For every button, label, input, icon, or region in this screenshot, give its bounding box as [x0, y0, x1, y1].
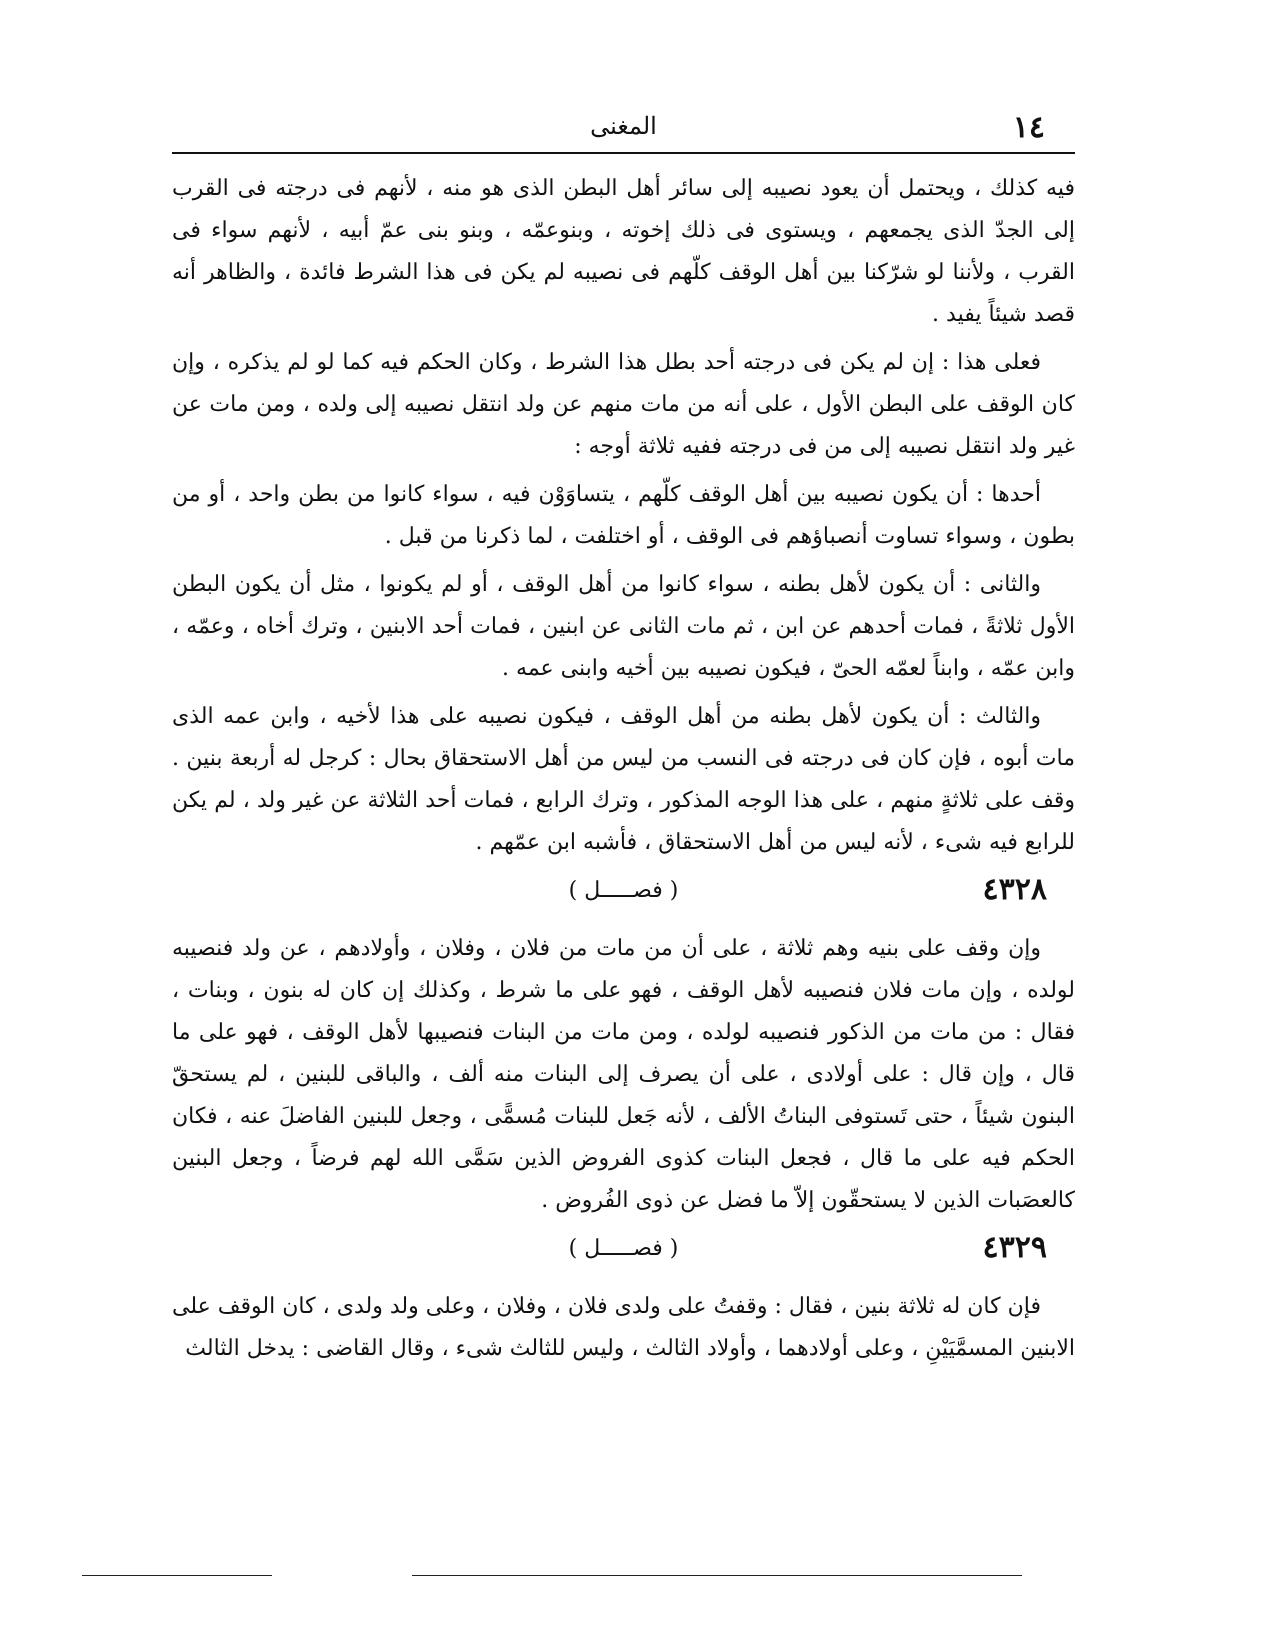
section-number: ٤٣٢٩ — [982, 1230, 1047, 1265]
paragraph: والثالث : أن يكون لأهل بطنه من أهل الوقف ، فيكون نصيبه على هذا لأخيه ، وابن عمه الذى مات أبوه ، فإن كان فى درجته فى النسب من ليس من أهل الاستحقاق بحال : كرجل له أربعة بنين . وقف على ثلاثةٍ منهم ، على هذا الوجه المذكور ، وترك الرابع ، فمات أحد الثلاثة عن غير ولد ، لم يكن للرابع فيه شىء ، لأنه ليس من أهل الاستحقاق ، فأشبه ابن عمّهم . — [172, 704, 1075, 855]
header-rule — [172, 152, 1075, 154]
paragraph: أحدها : أن يكون نصيبه بين أهل الوقف كلّهم ، يتساوَوْن فيه ، سواء كانوا من بطن واحد ، أو من بطون ، وسواء تساوت أنصباؤهم فى الوقف ، أو اختلفت ، لما ذكرنا من قبل . — [172, 482, 1075, 549]
paragraph: والثانى : أن يكون لأهل بطنه ، سواء كانوا من أهل الوقف ، أو لم يكونوا ، مثل أن يكون البطن الأول ثلاثةً ، فمات أحدهم عن ابن ، ثم مات الثانى عن ابنين ، فمات أحد الابنين ، وترك أخاه ، وعمّه ، وابن عمّه ، وابناً لعمّه الحىّ ، فيكون نصيبه بين أخيه وابنى عمه . — [172, 572, 1075, 681]
paragraph: فيه كذلك ، ويحتمل أن يعود نصيبه إلى سائر أهل البطن الذى هو منه ، لأنهم فى درجته فى القرب إلى الجدّ الذى يجمعهم ، ويستوى فى ذلك إخوته ، وبنوعمّه ، وبنو بنى عمّ أبيه ، لأنهم سواء فى القرب ، ولأننا لو شرّكنا بين أهل الوقف كلّهم فى نصيبه لم يكن فى هذا الشرط فائدة ، والظاهر أنه قصد شيئاً يفيد . — [172, 176, 1075, 327]
paragraph: وإن وقف على بنيه وهم ثلاثة ، على أن من مات من فلان ، وفلان ، وأولادهم ، عن ولد فنصيبه لولده ، وإن مات فلان فنصيبه لأهل الوقف ، فهو على ما شرط ، وكذلك إن كان له بنون ، وبنات ، فقال : من مات من الذكور فنصيبه لولده ، ومن مات من البنات فنصيبها لأهل الوقف ، فهو على ما قال ، وإن قال : على أولادى ، على أن يصرف إلى البنات منه ألف ، والباقى للبنين ، لم يستحقّ البنون شيئاً ، حتى تَستوفى البناتُ الألف ، لأنه جَعل للبنات مُسمًّى ، وجعل للبنين الفاضلَ عنه ، فكان الحكم فيه على ما قال ، فجعل البنات كذوى الفروض الذين سَمَّى الله لهم فرضاً ، وجعل البنين كالعصَبات الذين لا يستحقّون إلاّ ما فضل عن ذوى الفُروض . — [172, 936, 1075, 1213]
footnote-rule — [412, 1575, 1022, 1576]
section-number: ٤٣٢٨ — [982, 872, 1047, 907]
running-title: المغنى — [590, 112, 657, 140]
footnote-rule — [82, 1575, 272, 1576]
document-body — [172, 168, 1075, 1376]
section-title: ( فصـــــل ) — [568, 878, 679, 903]
paragraph: فإن كان له ثلاثة بنين ، فقال : وقفتُ على ولدى فلان ، وفلان ، وعلى ولد ولدى ، كان الوقف على الابنين المسمَّيَيْنِ ، وعلى أولادهما ، وأولاد الثالث ، وليس للثالث شىء ، وقال القاضى : يدخل الثالث — [172, 1294, 1075, 1361]
section-title: ( فصـــــل ) — [568, 1236, 679, 1261]
paragraph: فعلى هذا : إن لم يكن فى درجته أحد بطل هذا الشرط ، وكان الحكم فيه كما لو لم يذكره ، وإن كان الوقف على البطن الأول ، على أنه من مات منهم عن ولد انتقل نصيبه إلى ولده ، ومن مات عن غير ولد انتقل نصيبه إلى من فى درجته ففيه ثلاثة أوجه : — [172, 350, 1075, 459]
page-number: ١٤ — [1012, 110, 1045, 145]
section-heading — [172, 1228, 1075, 1280]
section-heading — [172, 870, 1075, 922]
page-header — [172, 110, 1075, 146]
